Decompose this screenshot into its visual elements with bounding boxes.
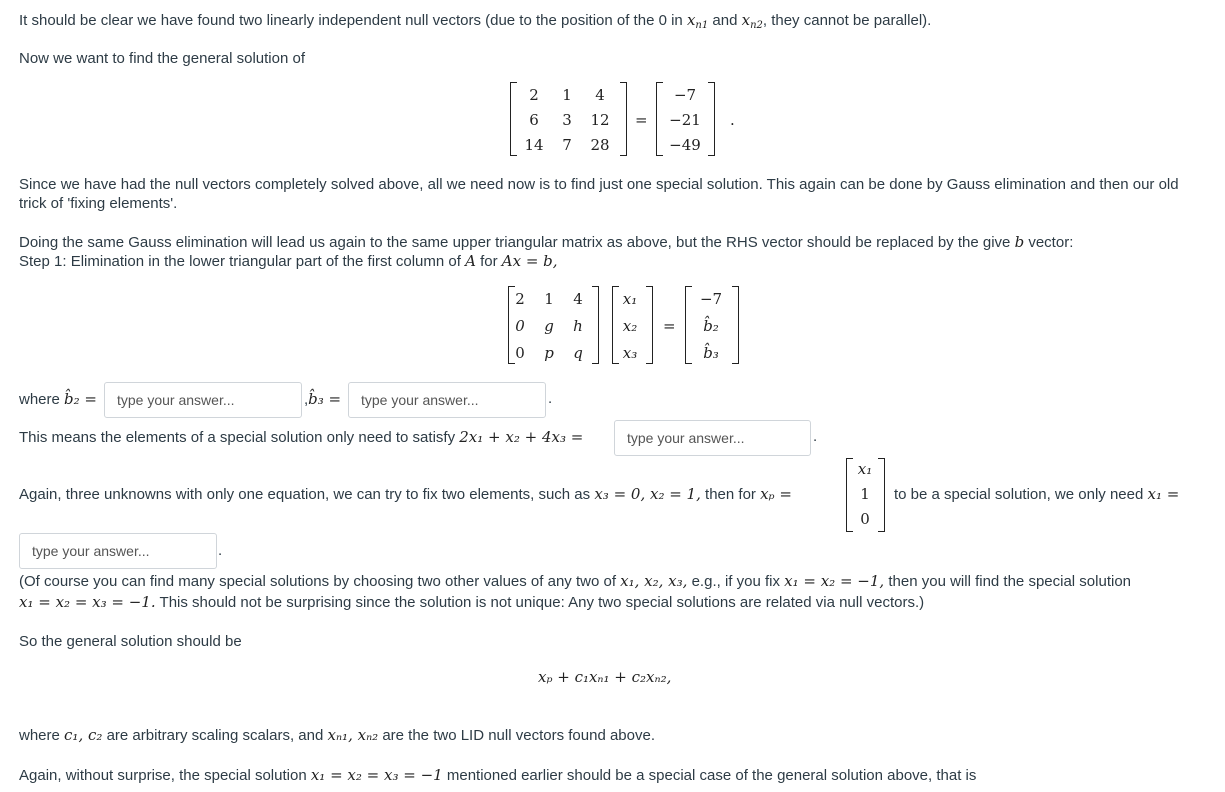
paragraph-other-solutions-line1: (Of course you can find many special solutions by choosing two other values of any two of x₁, x₂, x₃, e.g., if you fix x₁ = x₂ = −1, then you will find the special solution [19, 572, 1132, 590]
vector-cell: b̂₂ [703, 317, 719, 335]
paragraph-scalars: where c₁, c₂ are arbitrary scaling scalars, and xₙ₁, xₙ₂ are the two LID null vectors found above. [19, 726, 655, 744]
label-fix-elements: Again, three unknowns with only one equation, we can try to fix two elements, such as x₃ = 0, x₂ = 1, then for xₚ = [19, 485, 792, 503]
matrix-cell: 4 [573, 290, 583, 308]
bracket-right [878, 458, 885, 532]
bracket-right [708, 82, 715, 156]
vector-cell: x₁ [857, 460, 873, 478]
matrix-cell: 7 [562, 136, 572, 154]
answer-input-rhs[interactable]: type your answer... [614, 420, 811, 456]
vector-cell: −7 [699, 290, 723, 308]
matrix-cell: 1 [562, 86, 572, 104]
period: . [548, 390, 553, 407]
paragraph-other-solutions-line2: x₁ = x₂ = x₃ = −1. This should not be surprising since the solution is not unique: Any two special solutions are related via null vectors.) [19, 593, 925, 611]
bracket-left [656, 82, 663, 156]
equals-sign: = [663, 317, 676, 335]
equals-sign: = [635, 111, 648, 129]
paragraph-special-case: Again, without surprise, the special solution x₁ = x₂ = x₃ = −1 mentioned earlier should be a special case of the general solution above, that is [19, 766, 977, 784]
label-where: where b̂₂ = [19, 390, 97, 408]
matrix-cell: 4 [595, 86, 605, 104]
matrix-cell: h [573, 317, 583, 335]
vector-cell: x₂ [622, 317, 638, 335]
bracket-right [592, 286, 599, 364]
bracket-right [646, 286, 653, 364]
equation-upper-triangular [508, 284, 748, 366]
vector-cell: −21 [669, 111, 701, 129]
vector-cell: 0 [860, 510, 870, 528]
matrix-cell: 0 [515, 344, 525, 362]
matrix-cell: p [544, 344, 554, 362]
period: . [813, 428, 818, 445]
label-b3: ,b̂₃ = [304, 390, 342, 408]
period: . [730, 111, 735, 129]
paragraph-general-solution: So the general solution should be [19, 633, 242, 650]
paragraph-null-vectors: It should be clear we have found two linearly independent null vectors (due to the position of the 0 in $x_{n1}$ and $x_{n2}$, they cannot be parallel). [19, 11, 932, 31]
period: . [218, 542, 223, 559]
matrix-cell: 2 [529, 86, 539, 104]
answer-input-b3[interactable]: type your answer... [348, 382, 546, 418]
matrix-cell: 2 [515, 290, 525, 308]
bracket-right [620, 82, 627, 156]
paragraph-special-solution-line2: trick of 'fixing elements'. [19, 195, 178, 212]
matrix-cell: 14 [524, 136, 544, 154]
equation-general-solution: xₚ + c₁xₙ₁ + c₂xₙ₂, [538, 668, 672, 686]
matrix-cell: 28 [590, 136, 610, 154]
equation-ax-b [510, 80, 740, 158]
vector-xp [846, 456, 886, 534]
answer-input-x1[interactable]: type your answer... [19, 533, 217, 569]
vector-cell: x₁ [622, 290, 638, 308]
bracket-right [732, 286, 739, 364]
paragraph-special-solution-line1: Since we have had the null vectors completely solved above, all we need now is to find just one special solution. This again can be done by Gauss elimination and then our old [19, 176, 1179, 193]
vector-cell: x₃ [622, 344, 638, 362]
vector-cell: −49 [669, 136, 701, 154]
label-special-solution-equation: This means the elements of a special solution only need to satisfy 2x₁ + x₂ + 4x₃ = [19, 428, 584, 446]
vector-cell: b̂₃ [703, 344, 719, 362]
matrix-cell: 3 [562, 111, 572, 129]
paragraph-gauss-line2: Step 1: Elimination in the lower triangular part of the first column of A for Ax = b, [19, 252, 558, 270]
matrix-cell: q [573, 344, 583, 362]
paragraph-gauss-line1: Doing the same Gauss elimination will lead us again to the same upper triangular matrix as above, but the RHS vector should be replaced by the give b vector: [19, 233, 1074, 251]
matrix-cell: g [544, 317, 554, 335]
matrix-cell: 6 [529, 111, 539, 129]
answer-input-b2[interactable]: type your answer... [104, 382, 302, 418]
matrix-cell: 0 [515, 317, 525, 335]
vector-cell: 1 [860, 485, 870, 503]
vector-cell: −7 [673, 86, 697, 104]
paragraph-general-solution-intro: Now we want to find the general solution of [19, 50, 306, 67]
matrix-cell: 12 [590, 111, 610, 129]
matrix-cell: 1 [544, 290, 554, 308]
label-we-only-need: to be a special solution, we only need x₁ = [894, 485, 1180, 503]
bracket-left [510, 82, 517, 156]
